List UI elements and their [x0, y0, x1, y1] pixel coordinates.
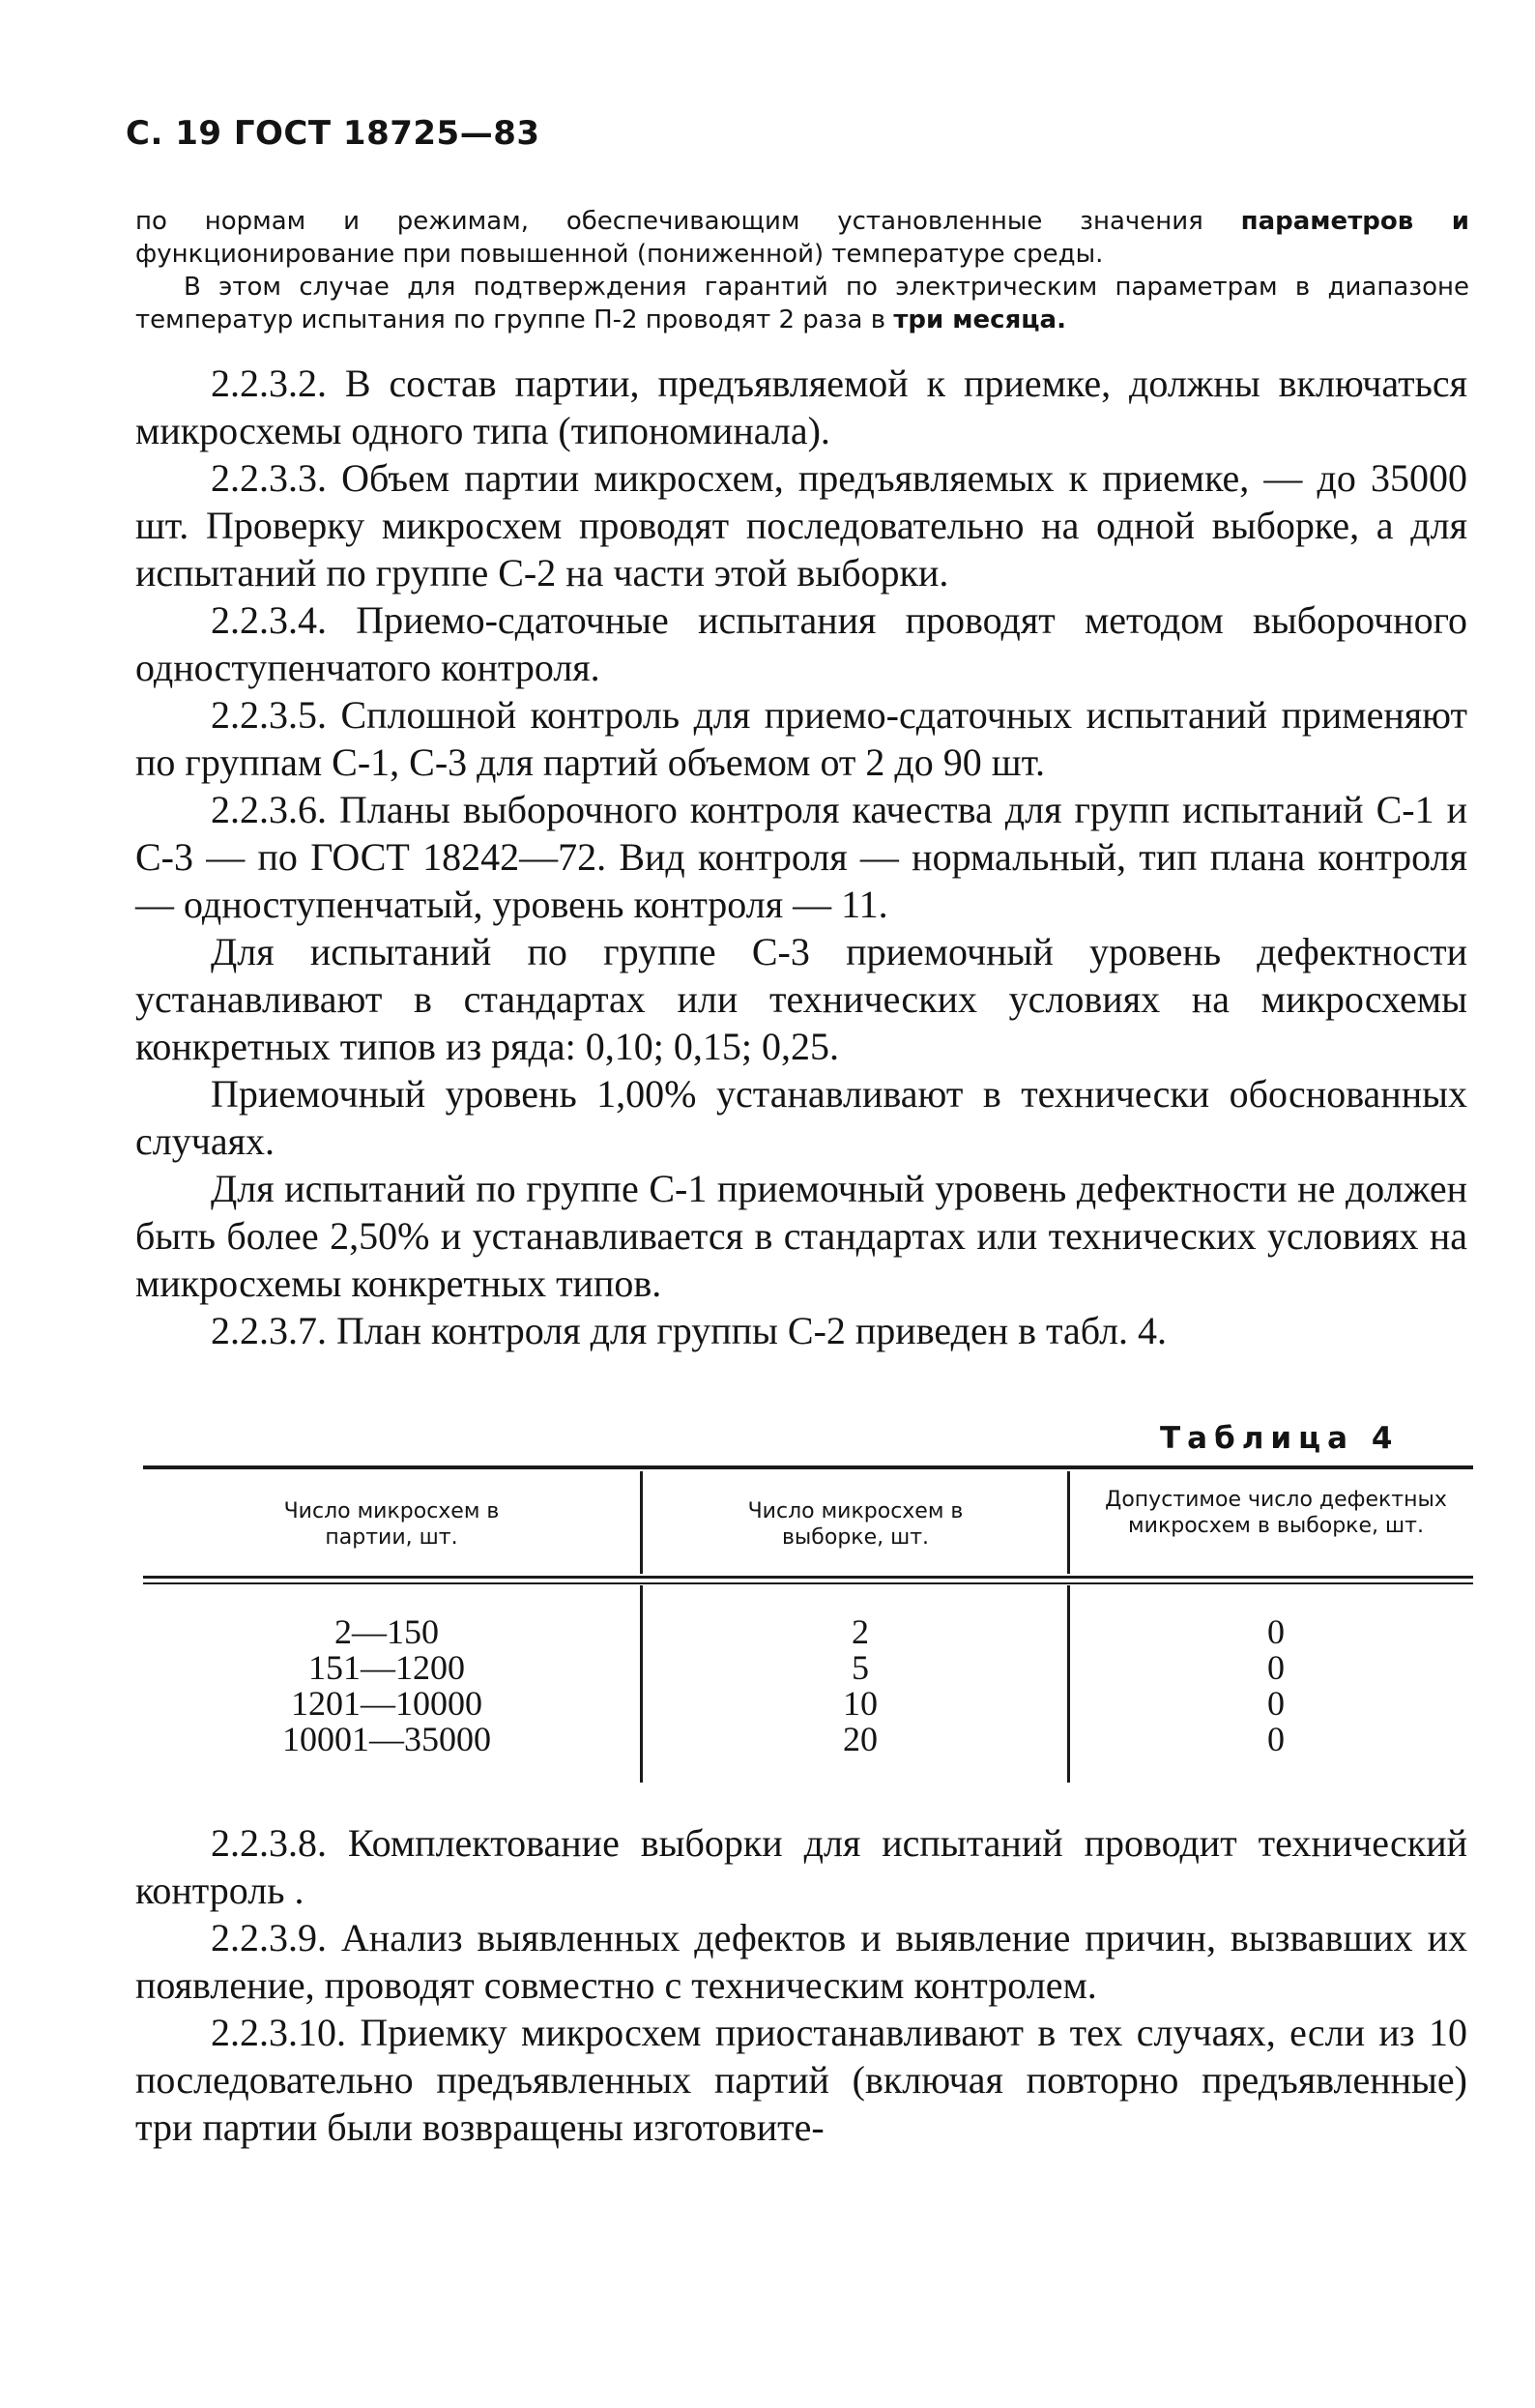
table-header-rule-double	[143, 1582, 1473, 1584]
table-caption: Таблица 4	[1160, 1421, 1400, 1456]
table-cell: 2—150	[334, 1612, 439, 1651]
table-cell: 151—1200	[308, 1648, 465, 1687]
intro-paragraph-2: В этом случае для подтверждения гарантий по электрическим параметрам в диапазоне температур испытания по группе П-2 проводят 2 раза в три месяца.	[135, 273, 1469, 334]
table-cell: 10	[843, 1684, 878, 1723]
table-cell: 20	[843, 1720, 878, 1758]
paragraph: 2.2.3.5. Сплошной контроль для приемо-сдаточных испытаний применяют по группам С-1, С-3 для партий объемом от 2 до 90 шт.	[135, 693, 1467, 784]
table-divider	[1067, 1585, 1070, 1783]
paragraph: Для испытаний по группе С-1 приемочный уровень дефектности не должен быть более 2,50% и устанавливается в стандартах или технических условиях на микросхемы конкретных типов.	[135, 1167, 1467, 1305]
table-top-rule	[143, 1465, 1473, 1469]
table-cell: 10001—35000	[282, 1720, 491, 1758]
page-header: С. 19 ГОСТ 18725—83	[126, 114, 540, 153]
paragraph: 2.2.3.2. В состав партии, предъявляемой к приемке, должны включаться микросхемы одного типа (типономинала).	[135, 362, 1467, 452]
paragraph: Для испытаний по группе С-3 приемочный уровень дефектности устанавливают в стандартах или технических условиях на микросхемы конкретных типов из ряда: 0,10; 0,15; 0,25.	[135, 930, 1467, 1068]
paragraph: 2.2.3.9. Анализ выявленных дефектов и выявление причин, вызвавших их появление, проводят совместно с техническим контролем.	[135, 1916, 1467, 2007]
intro-block	[135, 205, 1469, 336]
table-cell: 0	[1267, 1720, 1285, 1758]
paragraph: 2.2.3.8. Комплектование выборки для испытаний проводит технический контроль .	[135, 1821, 1467, 1912]
table-header-cell: Число микросхем в партии, шт.	[283, 1499, 500, 1550]
table-cell: 0	[1267, 1612, 1285, 1651]
main-text	[135, 360, 1467, 1354]
main-text-after-table	[135, 1819, 1467, 2151]
table-divider	[640, 1471, 643, 1574]
table-header-rule	[143, 1576, 1473, 1579]
table-cell: 1201—10000	[291, 1684, 482, 1723]
table-divider	[640, 1585, 643, 1783]
paragraph: 2.2.3.10. Приемку микросхем приостанавливают в тех случаях, если из 10 последовательно предъявленных партий (включая повторно предъявленные) три партии были возвращены изготовите-	[135, 2011, 1467, 2149]
intro-paragraph-1: по нормам и режимам, обеспечивающим установленные значения параметров и функционирование при повышенной (пониженной) температуре среды.	[135, 207, 1469, 269]
table-cell: 0	[1267, 1648, 1285, 1687]
paragraph: 2.2.3.6. Планы выборочного контроля качества для групп испытаний С-1 и С-3 — по ГОСТ 18242—72. Вид контроля — нормальный, тип плана контроля — одноступенчатый, уровень контроля — 11.	[135, 788, 1467, 926]
table-cell: 2	[852, 1612, 869, 1651]
table-header-cell: Число микросхем в выборке, шт.	[747, 1499, 964, 1550]
table-divider	[1067, 1471, 1070, 1574]
paragraph: Приемочный уровень 1,00% устанавливают в технически обоснованных случаях.	[135, 1072, 1467, 1163]
paragraph: 2.2.3.4. Приемо-сдаточные испытания проводят методом выборочного одноступенчатого контроля.	[135, 598, 1467, 689]
paragraph: 2.2.3.3. Объем партии микросхем, предъявляемых к приемке, — до 35000 шт. Проверку микросхем проводят последовательно на одной выборке, а для испытаний по группе С-2 на части этой выборки.	[135, 456, 1467, 595]
table-cell: 0	[1267, 1684, 1285, 1723]
table-cell: 5	[852, 1648, 869, 1687]
paragraph: 2.2.3.7. План контроля для группы С-2 приведен в табл. 4.	[211, 1309, 1168, 1352]
table-header-cell: Допустимое число дефектных микросхем в выборке, шт.	[1105, 1488, 1447, 1538]
